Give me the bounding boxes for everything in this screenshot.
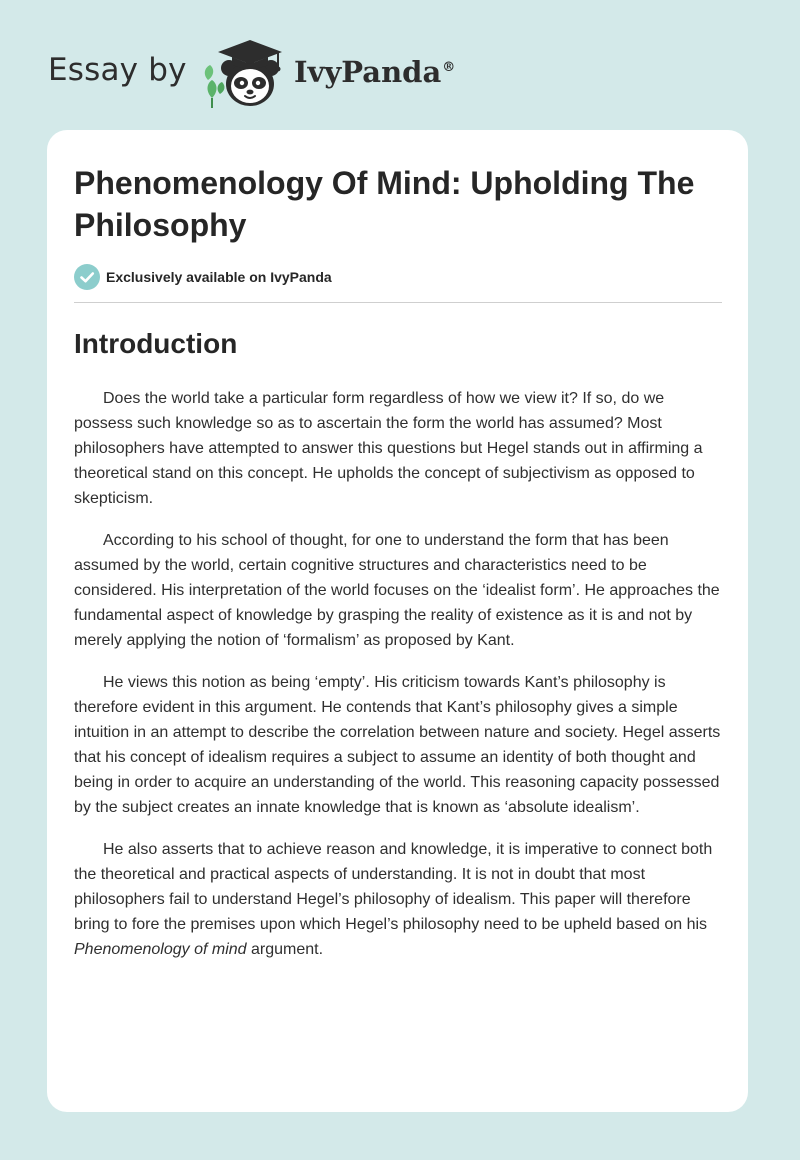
registered-mark: ® — [442, 60, 456, 75]
paragraph-last — [74, 837, 724, 962]
essay-body — [74, 386, 724, 979]
panda-graduate-logo-icon[interactable] — [198, 34, 294, 110]
badge-text: Exclusively available on IvyPanda — [106, 269, 332, 285]
site-header — [0, 0, 800, 120]
check-circle-icon — [74, 264, 100, 290]
brand-name-text: IvyPanda — [294, 55, 442, 89]
divider — [74, 302, 722, 303]
exclusive-badge — [74, 264, 332, 290]
brand-prefix: Essay by — [48, 52, 187, 88]
paragraph: He views this notion as being ‘empty’. His criticism towards Kant’s philosophy is therefore evident in this argument. He contends that Kant’s philosophy gives a simple intuition in an attempt to describe the correlation between nature and society. Hegel asserts that his concept of idealism requires a subject to assume an identity of both thought and being in order to acquire an understanding of the world. This reasoning capacity possessed by the subject creates an innate knowledge that is known as ‘absolute idealism’. — [74, 674, 721, 816]
brand-name[interactable] — [294, 54, 455, 90]
essay-card — [47, 130, 748, 1112]
section-heading-introduction: Introduction — [74, 328, 238, 359]
page-title: Phenomenology Of Mind: Upholding The Philosophy — [74, 165, 695, 243]
book-title: Phenomenology of mind — [74, 941, 247, 958]
paragraph-text: He also asserts that to achieve reason and knowledge, it is imperative to connect both the theoretical and practical aspects of understanding. It is not in doubt that most philosophers fail to understand Hegel’s philosophy of idealism. This paper will therefore bring to fore the premises upon which Hegel’s philosophy need to be upheld based on his — [74, 841, 713, 933]
paragraph: According to his school of thought, for one to understand the form that has been assumed by the world, certain cognitive structures and characteristics need to be considered. His interpretation of the world focuses on the ‘idealist form’. He approaches the fundamental aspect of knowledge by grasping the reality of existence as it is and not by merely applying the notion of ‘formalism’ as proposed by Kant. — [74, 532, 720, 649]
paragraph: Does the world take a particular form regardless of how we view it? If so, do we possess such knowledge so as to ascertain the form the world has assumed? Most philosophers have attempted to answer this questions but Hegel stands out in affirming a theoretical stand on this concept. He upholds the concept of subjectivism as opposed to skepticism. — [74, 390, 703, 507]
paragraph-tail: argument. — [246, 941, 324, 958]
